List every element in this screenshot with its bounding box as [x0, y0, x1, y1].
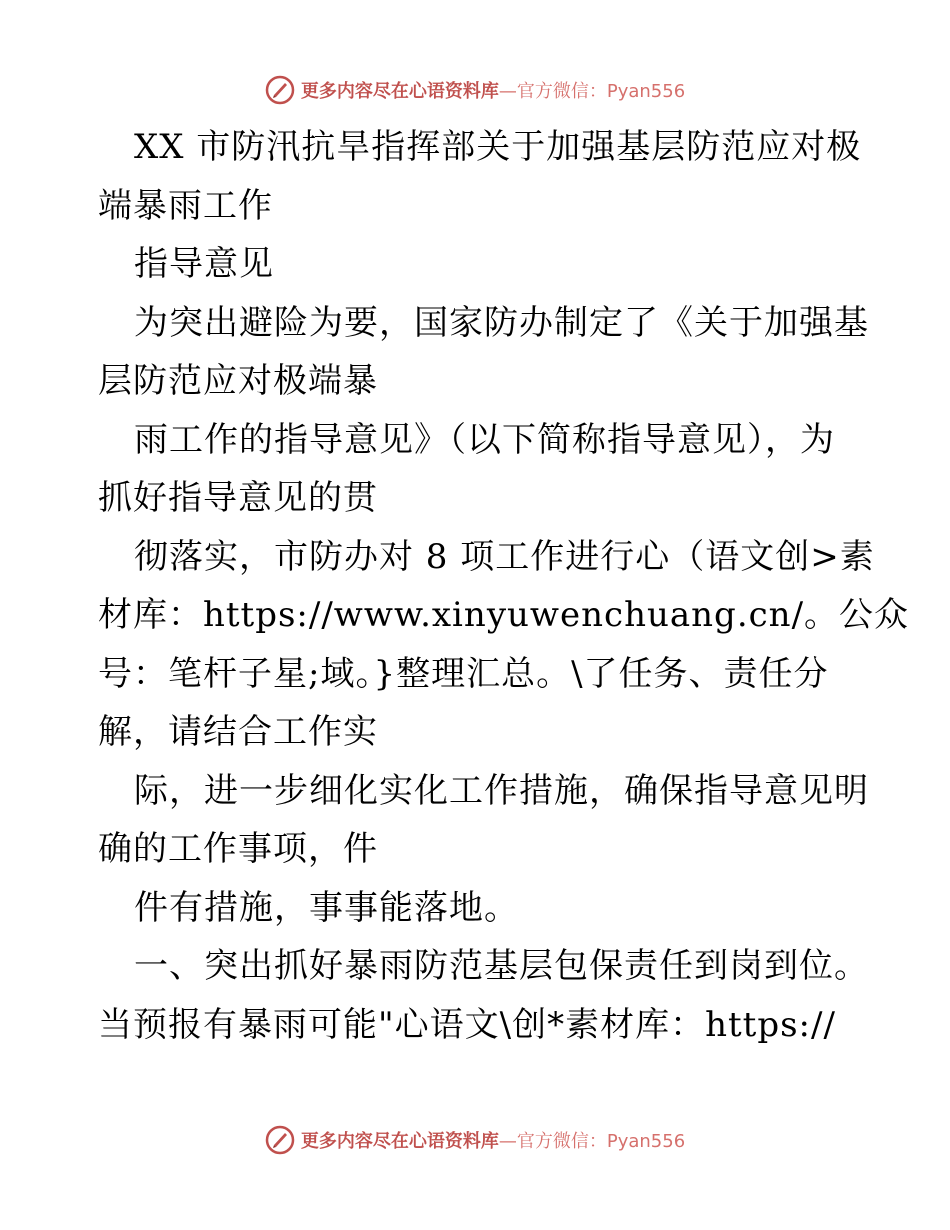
document-line: 指导意见: [134, 244, 274, 284]
footer-banner-main-text: 更多内容尽在心语资料库: [300, 1131, 499, 1152]
document-line: 号：笔杆子星;域。}整理汇总。\了任务、责任分: [98, 653, 829, 694]
document-line: 雨工作的指导意见》（以下简称指导意见），为: [134, 419, 835, 460]
document-line: 际，进一步细化实化工作措施，确保指导意见明: [134, 770, 869, 811]
document-line: 层防范应对极端暴: [98, 361, 378, 401]
document-line: 抓好指导意见的贯: [98, 478, 378, 518]
footer-banner-sub-text: —官方微信：Pyan556: [498, 1131, 686, 1152]
header-banner-sub-text: —官方微信：Pyan556: [498, 81, 686, 102]
document-line: 确的工作事项，件: [98, 829, 378, 869]
document-line: 一、突出抓好暴雨防范基层包保责任到岗到位。: [134, 946, 869, 986]
document-line: 当预报有暴雨可能"心语文\创*素材库：https://: [98, 1004, 836, 1045]
header-banner: [0, 70, 950, 110]
footer-banner: [0, 1120, 950, 1160]
document-body: [98, 118, 910, 1054]
document-line: XX 市防汛抗旱指挥部关于加强基层防范应对极: [134, 127, 862, 167]
document-line: 件有措施，事事能落地。: [134, 887, 519, 928]
document-line: 解，请结合工作实: [98, 712, 378, 752]
brand-logo-icon: [265, 1125, 295, 1155]
brand-logo-icon: [265, 75, 295, 105]
document-line: 为突出避险为要，国家防办制定了《关于加强基: [134, 302, 869, 343]
document-line: 彻落实，市防办对 8 项工作进行心（语文创>素: [134, 536, 875, 577]
document-line: 端暴雨工作: [98, 185, 273, 226]
document-line: 材库：https://www.xinyuwenchuang.cn/。公众: [98, 595, 910, 635]
header-banner-main-text: 更多内容尽在心语资料库: [300, 81, 499, 102]
